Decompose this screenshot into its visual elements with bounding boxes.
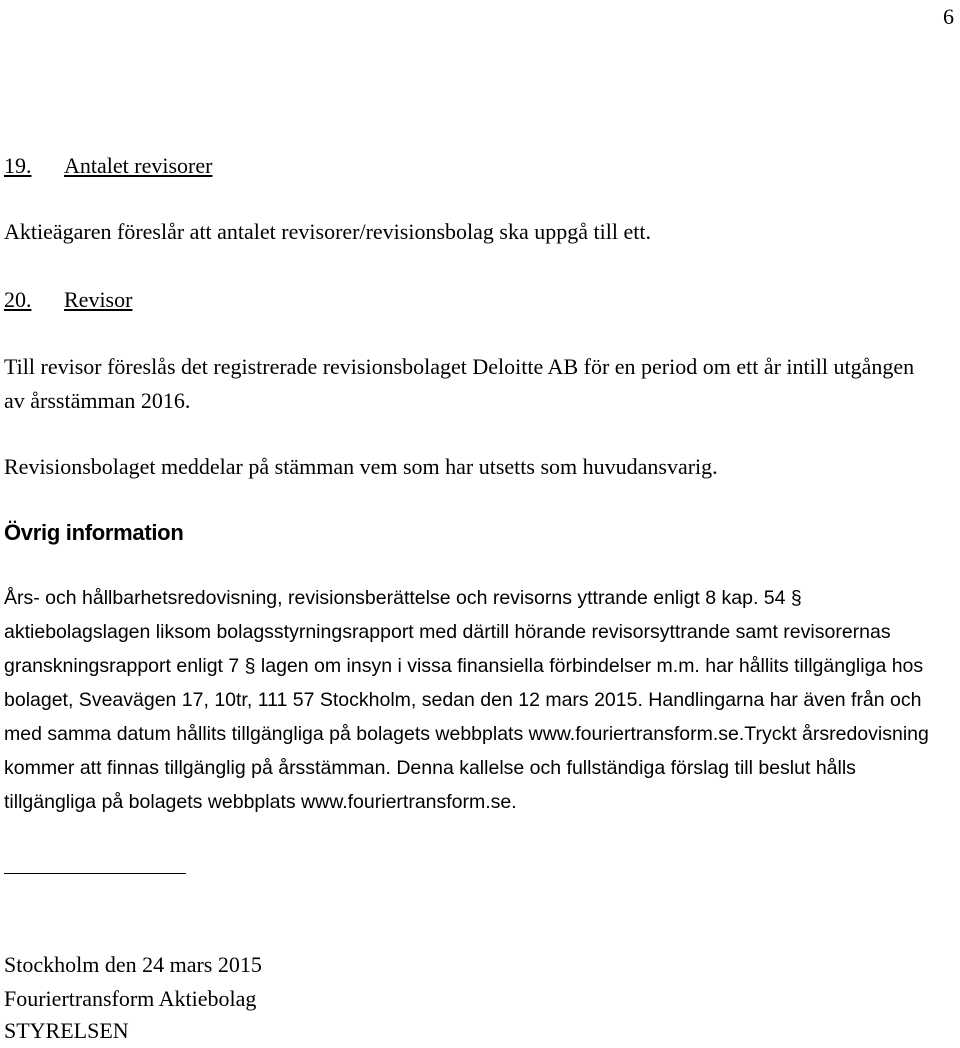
signature-place-date: Stockholm den 24 mars 2015 xyxy=(4,952,262,977)
section-19-title: Antalet revisorer xyxy=(64,153,213,178)
other-info-paragraph: Års- och hållbarhetsredovisning, revisionsberättelse och revisorns yttrande enligt 8 kap. 54 § aktiebolagslagen liksom bolagsstyrningsrapport med därtill hörande revisorsyttrande samt revisorernas granskningsrapport enligt 7 § lagen om insyn i vissa finansiella förbindelser m.m. har hållits tillgängliga hos bolaget, Sveavägen 17, 10tr, 111 57 Stockholm, sedan den 12 mars 2015. Handlingarna har även från och med samma datum hållits tillgängliga på bolagets webbplats www.fouriertransform.se.Tryckt årsredovisning kommer att finnas tillgänglig på årsstämman. Denna kallelse och fullständiga förslag till beslut hålls tillgängliga på bolagets webbplats www.fouriertransform.se. xyxy=(4,587,929,813)
signature-company: Fouriertransform Aktiebolag xyxy=(4,986,257,1011)
page-number: 6 xyxy=(943,4,954,29)
section-20-title: Revisor xyxy=(64,287,133,312)
section-19-heading xyxy=(4,149,940,183)
other-info-heading: Övrig information xyxy=(4,520,184,545)
divider-line xyxy=(4,873,186,874)
section-20-heading xyxy=(4,283,940,317)
section-20-note: Revisionsbolaget meddelar på stämman vem som har utsetts som huvudansvarig. xyxy=(4,454,718,479)
section-20-body: Till revisor föreslås det registrerade revisionsbolaget Deloitte AB för en period om ett år intill utgången av årsstämman 2016. xyxy=(4,354,915,413)
section-20-number: 20. xyxy=(4,287,32,312)
section-19-number: 19. xyxy=(4,153,32,178)
section-19-body: Aktieägaren föreslår att antalet revisorer/revisionsbolag ska uppgå till ett. xyxy=(4,219,651,244)
signature-board: STYRELSEN xyxy=(4,1018,129,1043)
